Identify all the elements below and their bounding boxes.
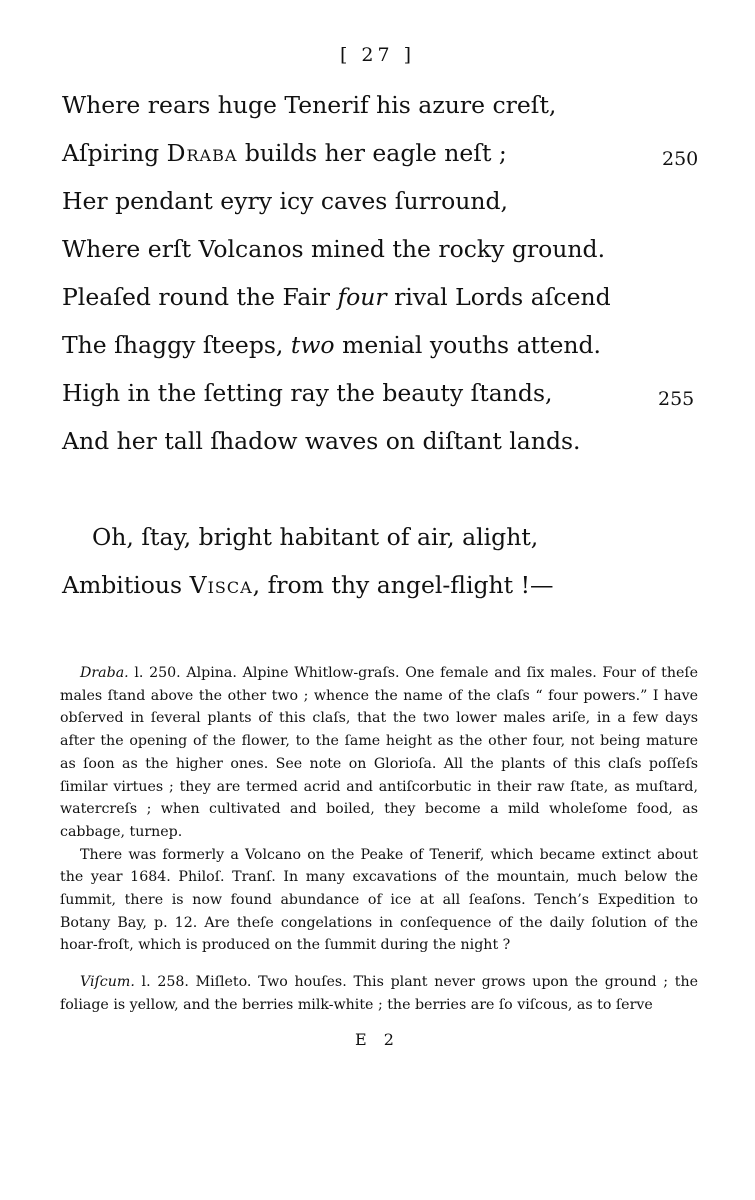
verse-line — [62, 129, 699, 177]
note-label: Viſcum. — [80, 974, 135, 991]
note-volcano — [60, 844, 698, 958]
note-label: Draba. — [80, 665, 129, 681]
verse-text: Where rears huge Tenerif his azure creſt, — [62, 91, 557, 119]
stanza-2 — [62, 513, 662, 609]
verse-text: Aſpiring — [62, 139, 167, 167]
note-text: There was formerly a Volcano on the Peake of Tenerif, which became extinct about the year 1684. Philoſ. Tranſ. In many excavations of the mountain, much below the ſummit, there is now found abundance of ice at all ſeaſons. Tench’s Expedition to Botany Bay, p. 12. Are theſe congelations in conſequence of the daily ſolution of the hoar-froſt, which is produced on the ſummit during the night ? — [60, 846, 698, 954]
verse-text: Her pendant eyry icy caves ſurround, — [62, 187, 508, 215]
verse-line — [62, 225, 662, 273]
page-number: [ 27 ] — [339, 44, 416, 66]
verse-line — [62, 417, 662, 465]
verse-text: menial youths attend. — [334, 331, 602, 359]
emphasis: four — [337, 283, 387, 311]
verse-text: Where erſt Volcanos mined the rocky ground. — [62, 235, 606, 263]
note-text: l. 258. Miſleto. Two houſes. This plant never grows upon the ground ; the foliage is yellow, and the berries milk-white ; the berries are ſo viſcous, as to ſerve — [60, 974, 698, 1013]
stanza-1 — [62, 81, 699, 465]
verse-text: Oh, ſtay, bright habitant of air, alight, — [92, 523, 539, 551]
verse-text: rival Lords aſcend — [386, 283, 611, 311]
verse-line — [62, 321, 662, 369]
verse-line — [62, 273, 662, 321]
note-draba — [60, 662, 698, 844]
emphasis: two — [290, 331, 335, 359]
verse-line — [62, 369, 695, 417]
note-viscum — [60, 971, 698, 1016]
verse-text: Pleaſed round the Fair — [62, 283, 338, 311]
verse-line — [62, 81, 662, 129]
verse-line — [62, 513, 662, 561]
signature-mark: E 2 — [355, 1030, 400, 1049]
verse-text: And her tall ſhadow waves on diſtant lands. — [62, 427, 581, 455]
verse-text: Ambitious — [62, 571, 190, 599]
footnotes — [60, 662, 698, 1017]
plant-name: Draba — [166, 139, 238, 167]
verse-line — [62, 561, 662, 609]
note-text: l. 250. Alpina. Alpine Whitlow-graſs. One female and ſix males. Four of theſe males ſtand above the other two ; whence the name of the claſs “ four powers.” I have obſerved in ſeveral plants of this claſs, that the two lower males ariſe, in a few days after the opening of the flower, to the ſame height as the other four, not being mature as ſoon as the higher ones. See note on Glorioſa. All the plants of this claſs poſſeſs ſimilar virtues ; they are termed acrid and antiſcorbutic in their raw ſtate, as muſtard, watercreſs ; when cultivated and boiled, they become a mild wholeſome food, as cabbage, turnep. — [60, 665, 698, 840]
verse-text: The ſhaggy ſteeps, — [62, 331, 291, 359]
verse-line — [62, 177, 662, 225]
line-number: 255 — [658, 388, 695, 410]
verse-text: builds her eagle neſt ; — [237, 139, 507, 167]
verse-text: , from thy angel-flight !— — [252, 571, 554, 599]
plant-name: Visca — [189, 571, 253, 599]
line-number: 250 — [662, 148, 699, 170]
verse-text: High in the ſetting ray the beauty ſtands, — [62, 379, 553, 407]
